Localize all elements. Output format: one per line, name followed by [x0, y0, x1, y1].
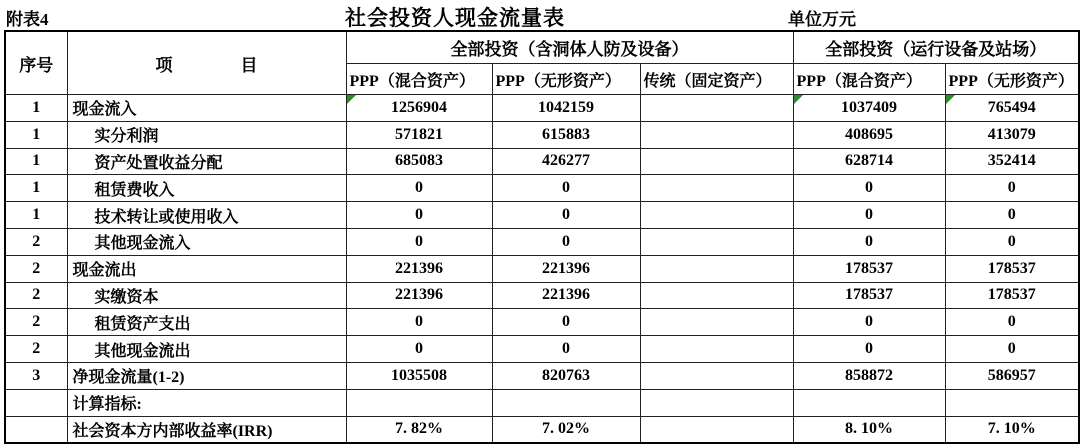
- row-label-cell: 其他现金流出: [67, 336, 346, 363]
- table-row: [5, 95, 1079, 122]
- row-seq-cell: 1: [5, 95, 67, 122]
- table-row: [5, 121, 1079, 148]
- table-row: [5, 389, 1079, 416]
- value-cell: 1037409: [793, 95, 945, 122]
- value-cell: [640, 362, 793, 389]
- row-label-cell: 实分利润: [67, 121, 346, 148]
- value-cell: 352414: [945, 148, 1079, 175]
- value-cell: 0: [945, 202, 1079, 229]
- value-cell: 1042159: [492, 95, 640, 122]
- row-seq-cell: 1: [5, 175, 67, 202]
- row-label-cell: 资产处置收益分配: [67, 148, 346, 175]
- row-label-cell: 其他现金流入: [67, 228, 346, 255]
- value-cell: 628714: [793, 148, 945, 175]
- value-cell: 586957: [945, 362, 1079, 389]
- cell-error-indicator-icon: [794, 95, 803, 104]
- value-cell: 1256904: [346, 95, 492, 122]
- row-seq-cell: 2: [5, 336, 67, 363]
- value-cell: 0: [793, 336, 945, 363]
- header-ppp-intangible-2: PPP（无形资产）: [945, 64, 1079, 95]
- value-cell: 571821: [346, 121, 492, 148]
- value-cell: 221396: [346, 282, 492, 309]
- value-cell: 0: [492, 336, 640, 363]
- table-row: [5, 309, 1079, 336]
- header-ppp-mixed-2: PPP（混合资产）: [793, 64, 945, 95]
- value-cell: 0: [346, 202, 492, 229]
- value-cell: [640, 121, 793, 148]
- table-row: [5, 255, 1079, 282]
- header-seq: 序号: [5, 31, 67, 95]
- unit-label: 单位万元: [788, 10, 856, 29]
- value-cell: [640, 282, 793, 309]
- table-row: [5, 416, 1079, 443]
- table-row: [5, 175, 1079, 202]
- value-cell: [640, 389, 793, 416]
- title-bar: [0, 0, 1080, 30]
- value-cell: 0: [793, 309, 945, 336]
- row-label-cell: 技术转让或使用收入: [67, 202, 346, 229]
- value-cell: [640, 336, 793, 363]
- row-label-cell: 实缴资本: [67, 282, 346, 309]
- value-cell: 178537: [793, 282, 945, 309]
- value-cell: [346, 389, 492, 416]
- row-seq-cell: [5, 389, 67, 416]
- value-cell: 7. 02%: [492, 416, 640, 443]
- value-cell: 221396: [492, 255, 640, 282]
- row-seq-cell: 1: [5, 121, 67, 148]
- value-cell: [640, 148, 793, 175]
- table-row: [5, 336, 1079, 363]
- row-label-cell: 现金流入: [67, 95, 346, 122]
- value-cell: 0: [492, 228, 640, 255]
- value-cell: 685083: [346, 148, 492, 175]
- row-label-cell: 租赁费收入: [67, 175, 346, 202]
- value-cell: [640, 228, 793, 255]
- value-cell: 0: [793, 175, 945, 202]
- value-cell: 0: [793, 228, 945, 255]
- row-seq-cell: 1: [5, 202, 67, 229]
- value-cell: 7. 10%: [945, 416, 1079, 443]
- value-cell: 413079: [945, 121, 1079, 148]
- value-cell: 858872: [793, 362, 945, 389]
- row-seq-cell: [5, 416, 67, 443]
- value-cell: 0: [492, 175, 640, 202]
- table-row: [5, 202, 1079, 229]
- row-seq-cell: 3: [5, 362, 67, 389]
- table-body: [5, 95, 1079, 444]
- row-label-cell: 租赁资产支出: [67, 309, 346, 336]
- value-cell: 0: [945, 336, 1079, 363]
- header-ppp-mixed-1: PPP（混合资产）: [346, 64, 492, 95]
- value-cell: 178537: [945, 255, 1079, 282]
- table-row: [5, 148, 1079, 175]
- row-label-cell: 计算指标:: [67, 389, 346, 416]
- table-header: [5, 31, 1079, 95]
- value-cell: [793, 389, 945, 416]
- value-cell: 8. 10%: [793, 416, 945, 443]
- value-cell: 0: [945, 309, 1079, 336]
- value-cell: 408695: [793, 121, 945, 148]
- value-cell: 178537: [945, 282, 1079, 309]
- value-cell: [640, 255, 793, 282]
- row-seq-cell: 2: [5, 255, 67, 282]
- header-traditional-fixed: 传统（固定资产）: [640, 64, 793, 95]
- value-cell: 615883: [492, 121, 640, 148]
- value-cell: 0: [346, 228, 492, 255]
- value-cell: [640, 175, 793, 202]
- value-cell: 0: [346, 175, 492, 202]
- value-cell: 0: [346, 309, 492, 336]
- row-seq-cell: 1: [5, 148, 67, 175]
- row-seq-cell: 2: [5, 282, 67, 309]
- value-cell: [492, 389, 640, 416]
- row-label-cell: 净现金流量(1-2): [67, 362, 346, 389]
- header-group-total-investment-2: 全部投资（运行设备及站场）: [793, 31, 1079, 64]
- header-item: 项 目: [67, 31, 346, 95]
- table-row: [5, 228, 1079, 255]
- value-cell: [640, 202, 793, 229]
- table-row: [5, 282, 1079, 309]
- value-cell: [640, 309, 793, 336]
- value-cell: 221396: [346, 255, 492, 282]
- value-cell: 178537: [793, 255, 945, 282]
- row-seq-cell: 2: [5, 228, 67, 255]
- row-label-cell: 现金流出: [67, 255, 346, 282]
- value-cell: 765494: [945, 95, 1079, 122]
- value-cell: [640, 95, 793, 122]
- value-cell: 0: [945, 228, 1079, 255]
- value-cell: 0: [492, 309, 640, 336]
- cash-flow-table: [4, 30, 1080, 444]
- cell-error-indicator-icon: [946, 95, 955, 104]
- header-group-total-investment-1: 全部投资（含洞体人防及设备）: [346, 31, 793, 64]
- table-row: [5, 362, 1079, 389]
- value-cell: 221396: [492, 282, 640, 309]
- header-ppp-intangible-1: PPP（无形资产）: [492, 64, 640, 95]
- value-cell: [640, 416, 793, 443]
- value-cell: 0: [945, 175, 1079, 202]
- value-cell: 1035508: [346, 362, 492, 389]
- value-cell: 0: [346, 336, 492, 363]
- row-label-cell: 社会资本方内部收益率(IRR): [67, 416, 346, 443]
- page-title: 社会投资人现金流量表: [345, 6, 565, 30]
- value-cell: 0: [793, 202, 945, 229]
- value-cell: [945, 389, 1079, 416]
- row-seq-cell: 2: [5, 309, 67, 336]
- value-cell: 7. 82%: [346, 416, 492, 443]
- value-cell: 820763: [492, 362, 640, 389]
- cell-error-indicator-icon: [347, 95, 356, 104]
- sheet-label: 附表4: [6, 10, 49, 29]
- value-cell: 426277: [492, 148, 640, 175]
- value-cell: 0: [492, 202, 640, 229]
